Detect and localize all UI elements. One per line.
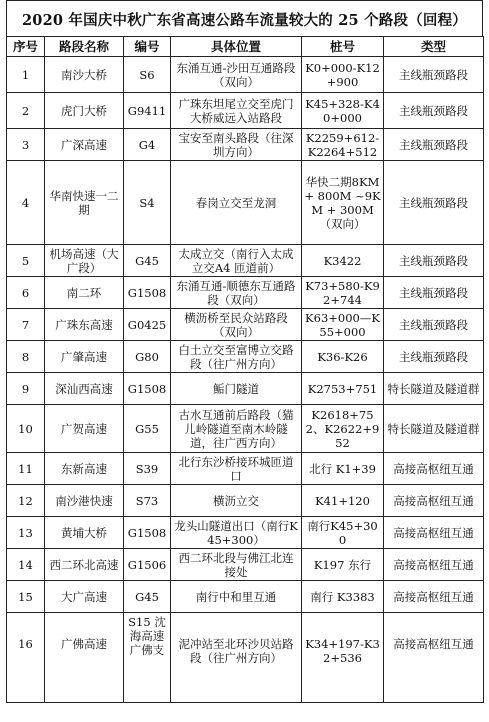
cell-name: 南二环 [45,277,124,309]
cell-stake: K2259+612-K2264+512 [302,129,384,161]
cell-code: G1506 [124,549,171,581]
cell-location: 南行中和里互通 [171,581,302,613]
cell-name: 南沙大桥 [45,57,124,93]
table-row [7,549,484,581]
cell-location: 西二环北段与佛江北连接处 [171,549,302,581]
cell-type: 高接高枢纽互通 [384,613,484,703]
cell-name: 广肇高速 [45,341,124,373]
table-row [7,93,484,129]
cell-code: S39 [124,453,171,485]
cell-type: 主线瓶颈路段 [384,341,484,373]
cell-location: 古水互通前后路段（猫儿岭隧道至南木岭隧道，往广西方向） [171,405,302,453]
cell-name: 广深高速 [45,129,124,161]
cell-type: 主线瓶颈路段 [384,161,484,245]
cell-no: 13 [7,517,45,549]
table-row [7,581,484,613]
cell-stake: 南行K45+300 [302,517,384,549]
cell-stake: K34+197-K32+536 [302,613,384,703]
cell-stake: K3422 [302,245,384,277]
cell-no: 12 [7,485,45,517]
table-row [7,485,484,517]
cell-code: G80 [124,341,171,373]
table-row [7,405,484,453]
cell-code: S15 沈海高速广佛支 [124,613,171,703]
cell-code: G1508 [124,373,171,405]
cell-name: 虎门大桥 [45,93,124,129]
cell-type: 特长隧道及隧道群 [384,373,484,405]
cell-type: 主线瓶颈路段 [384,57,484,93]
cell-no: 1 [7,57,45,93]
column-header-name: 路段名称 [45,37,124,57]
cell-location: 北行东沙桥接环城匝道口 [171,453,302,485]
cell-location: 横沥立交 [171,485,302,517]
cell-stake: K45+328-K40+000 [302,93,384,129]
table-row [7,129,484,161]
cell-type: 主线瓶颈路段 [384,245,484,277]
cell-location: 龙头山隧道出口（南行K45+300） [171,517,302,549]
cell-name: 东新高速 [45,453,124,485]
cell-location: 春岗立交至龙洞 [171,161,302,245]
cell-location: 泥冲站至北环沙贝站路段（往广州方向） [171,613,302,703]
table-row [7,453,484,485]
cell-name: 西二环北高速 [45,549,124,581]
column-header-code: 编号 [124,37,171,57]
cell-type: 高接高枢纽互通 [384,517,484,549]
cell-name: 广珠东高速 [45,309,124,341]
cell-type: 主线瓶颈路段 [384,129,484,161]
cell-code: G45 [124,245,171,277]
cell-location: 鲘门隧道 [171,373,302,405]
column-header-stake: 桩号 [302,37,384,57]
cell-no: 16 [7,613,45,703]
cell-location: 广珠东坦尾立交至虎门大桥威远入站路段 [171,93,302,129]
cell-code: S4 [124,161,171,245]
cell-name: 大广高速 [45,581,124,613]
road-section-table [6,36,484,703]
cell-no: 15 [7,581,45,613]
table-row [7,277,484,309]
cell-code: G1508 [124,277,171,309]
cell-name: 广贺高速 [45,405,124,453]
column-header-type: 类型 [384,37,484,57]
cell-stake: K2753+751 [302,373,384,405]
cell-code: G45 [124,581,171,613]
cell-location: 白土立交至富博立交路段（往广州方向） [171,341,302,373]
cell-stake: K41+120 [302,485,384,517]
cell-type: 高接高枢纽互通 [384,453,484,485]
cell-stake: K63+000—K55+000 [302,309,384,341]
cell-type: 主线瓶颈路段 [384,93,484,129]
cell-stake: K197 东行 [302,549,384,581]
cell-name: 华南快速一二期 [45,161,124,245]
cell-location: 宝安至南头路段（往深圳方向） [171,129,302,161]
cell-no: 11 [7,453,45,485]
cell-no: 4 [7,161,45,245]
cell-location: 东涌互通-顺德东互通路段（双向） [171,277,302,309]
table-header-row [7,37,484,57]
cell-code: S73 [124,485,171,517]
cell-type: 主线瓶颈路段 [384,277,484,309]
table-row [7,245,484,277]
table-row [7,161,484,245]
table-row [7,373,484,405]
cell-no: 9 [7,373,45,405]
table-row [7,517,484,549]
document-title: 2020 年国庆中秋广东省高速公路车流量较大的 25 个路段（回程） [6,0,483,37]
column-header-no: 序号 [7,37,45,57]
cell-location: 东涌互通-沙田互通路段（双向） [171,57,302,93]
cell-stake: K0+000-K12+900 [302,57,384,93]
cell-type: 主线瓶颈路段 [384,309,484,341]
cell-stake: 南行 K3383 [302,581,384,613]
table-row [7,309,484,341]
cell-type: 高接高枢纽互通 [384,549,484,581]
table-row [7,57,484,93]
cell-code: S6 [124,57,171,93]
cell-code: G4 [124,129,171,161]
cell-code: G55 [124,405,171,453]
cell-no: 8 [7,341,45,373]
cell-code: G0425 [124,309,171,341]
table-row [7,341,484,373]
cell-stake: K73+580-K92+744 [302,277,384,309]
cell-type: 特长隧道及隧道群 [384,405,484,453]
table-row [7,613,484,703]
cell-name: 广佛高速 [45,613,124,703]
cell-location: 横沥桥至民众站路段（双向） [171,309,302,341]
cell-type: 高接高枢纽互通 [384,485,484,517]
cell-type: 高接高枢纽互通 [384,581,484,613]
cell-stake: K2618+752、K2622+952 [302,405,384,453]
cell-no: 2 [7,93,45,129]
cell-no: 3 [7,129,45,161]
cell-name: 深汕西高速 [45,373,124,405]
cell-no: 7 [7,309,45,341]
cell-code: G9411 [124,93,171,129]
cell-location: 太成立交（南行入太成立交A4 匝道前） [171,245,302,277]
column-header-location: 具体位置 [171,37,302,57]
cell-stake: 华快二期8KM + 800M ~9KM + 300M（双向） [302,161,384,245]
cell-name: 机场高速（大广段） [45,245,124,277]
cell-name: 黄埔大桥 [45,517,124,549]
cell-name: 南沙港快速 [45,485,124,517]
cell-no: 5 [7,245,45,277]
cell-no: 14 [7,549,45,581]
cell-stake: K36-K26 [302,341,384,373]
cell-stake: 北行 K1+39 [302,453,384,485]
cell-no: 10 [7,405,45,453]
cell-no: 6 [7,277,45,309]
cell-code: G1508 [124,517,171,549]
